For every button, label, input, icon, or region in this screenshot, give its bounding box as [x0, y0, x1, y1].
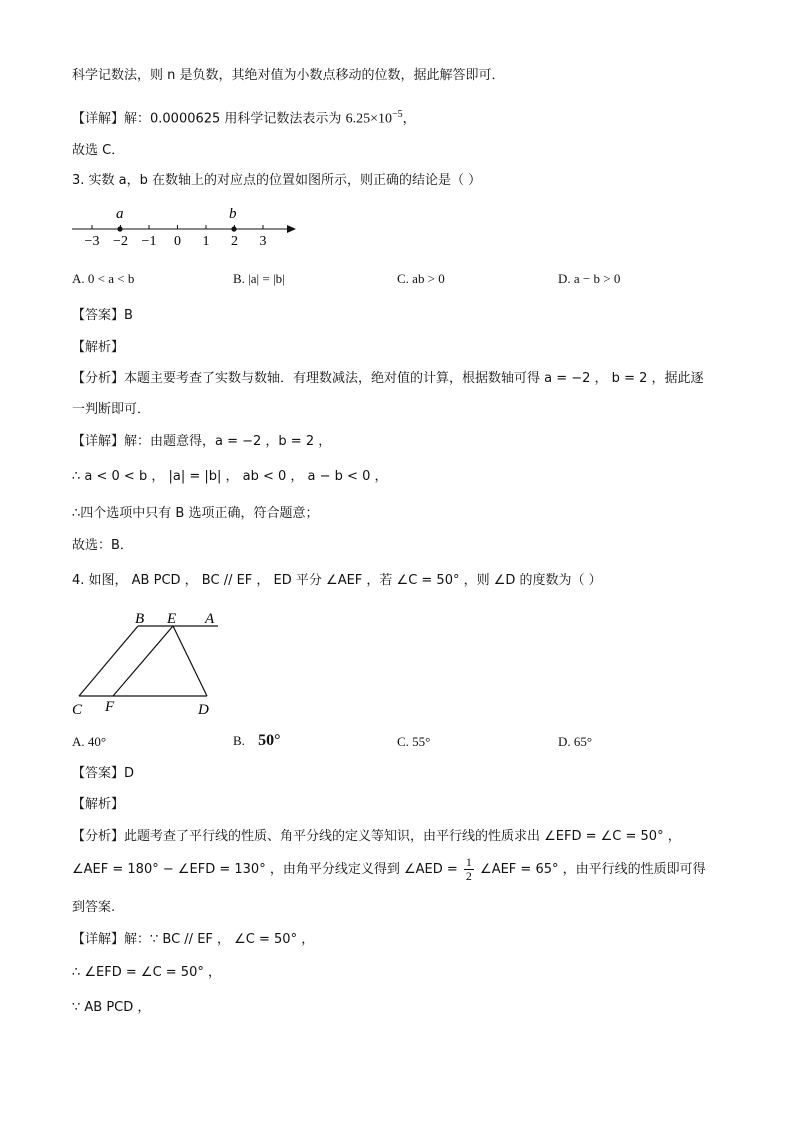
- label-b: B: [135, 611, 145, 627]
- tick-label: −2: [113, 234, 128, 249]
- comma: ，: [402, 111, 416, 127]
- line-ef: [113, 626, 173, 696]
- point-a-label: a: [116, 206, 124, 222]
- q3-option-a: A. 0 < a < b: [72, 271, 135, 286]
- text-line-choose-c: 故选 C．: [72, 143, 125, 158]
- q4-option-d: D. 65°: [558, 734, 593, 749]
- fraction-one-half: [464, 856, 474, 883]
- q3-option-b: B. |a| = |b|: [233, 271, 285, 286]
- label-a: A: [205, 611, 215, 627]
- q4-analysis-line-1: 【分析】此题考查了平行线的性质、角平分线的定义等知识，由平行线的性质求出 ∠EFD = ∠C = 50° ，: [72, 829, 681, 844]
- tick-label: 2: [231, 234, 238, 249]
- q4-option-b: [233, 732, 281, 750]
- tick-label: 3: [259, 234, 267, 249]
- q4-answer: 【答案】D: [72, 766, 135, 781]
- q4-option-a: A. 40°: [72, 734, 107, 749]
- q4-detail: 【详解】解：∵ BC // EF ， ∠C = 50° ，: [72, 932, 315, 947]
- label-e: E: [167, 611, 177, 627]
- number-line-figure: [68, 202, 303, 250]
- q3-option-c: C. ab > 0: [397, 271, 445, 286]
- question-4-stem: 4. 如图， AB PCD ， BC // EF ， ED 平分 ∠AEF ，若 ∠C = 50° ，则 ∠D 的度数为（ ）: [72, 573, 602, 588]
- label-d: D: [198, 702, 209, 718]
- q4-option-b-value: 50°: [258, 732, 281, 749]
- q4-analysis-line-2a: ∠AEF = 180° − ∠EFD = 130° ，由角平分线定义得到 ∠AED =: [72, 862, 458, 877]
- exponent: −5: [391, 109, 403, 120]
- tick-label: −1: [141, 234, 157, 249]
- tick-label: 1: [202, 234, 210, 249]
- q4-option-c: C. 55°: [397, 734, 431, 749]
- question-3-stem: 3. 实数 a，b 在数轴上的对应点的位置如图所示，则正确的结论是（ ）: [72, 173, 482, 188]
- detail-label: 【详解】解：0.0000625 用科学记数法表示为: [72, 111, 342, 127]
- q4-analysis-line-2: [72, 855, 706, 885]
- label-c: C: [72, 702, 83, 718]
- point-a-dot: [117, 226, 122, 231]
- q3-choose: 故选：B．: [72, 538, 133, 553]
- geometry-figure: [68, 606, 228, 718]
- label-f: F: [105, 699, 115, 715]
- q4-analysis-line-2b: ∠AEF = 65° ，由平行线的性质即可得: [480, 862, 706, 877]
- text-line-detail-answer-2: [72, 106, 416, 128]
- q3-answer: 【答案】B: [72, 308, 133, 323]
- line-ed: [173, 626, 207, 696]
- q3-therefore-2: ∴四个选项中只有 B 选项正确，符合题意；: [72, 506, 319, 521]
- q3-jiexi: 【解析】: [72, 340, 125, 355]
- q4-option-b-prefix: B.: [233, 733, 245, 748]
- line-bc: [79, 626, 138, 696]
- q4-step-1: ∴ ∠EFD = ∠C = 50° ，: [72, 965, 221, 980]
- q4-step-2: ∵ AB PCD ，: [72, 1000, 151, 1015]
- q3-therefore-1: ∴ a < 0 < b ， |a| = |b| ， ab < 0 ， a − b < 0 ，: [72, 469, 388, 484]
- q3-analysis-line-2: 一判断即可．: [72, 402, 151, 417]
- tick-label: −3: [84, 234, 100, 249]
- q3-analysis-line-1: 【分析】本题主要考查了实数与数轴．有理数减法，绝对值的计算，根据数轴可得 a = −2 ， b = 2 ，据此逐: [72, 371, 704, 386]
- q3-detail: 【详解】解：由题意得，a = −2 ，b = 2 ，: [72, 434, 332, 449]
- point-b-dot: [231, 226, 236, 231]
- text-line-scientific-notation: 科学记数法，则 n 是负数，其绝对值为小数点移动的位数，据此解答即可．: [72, 68, 505, 83]
- fraction-numerator: 1: [465, 855, 472, 869]
- scientific-value: 6.25×10: [345, 111, 392, 127]
- number-line-arrow: [287, 225, 296, 233]
- fraction-denominator: 2: [465, 869, 472, 883]
- tick-label: 0: [174, 234, 181, 249]
- q4-analysis-line-3: 到答案.: [72, 900, 116, 915]
- q4-jiexi: 【解析】: [72, 797, 125, 812]
- point-b-label: b: [229, 206, 237, 222]
- q3-option-d: D. a − b > 0: [558, 271, 621, 286]
